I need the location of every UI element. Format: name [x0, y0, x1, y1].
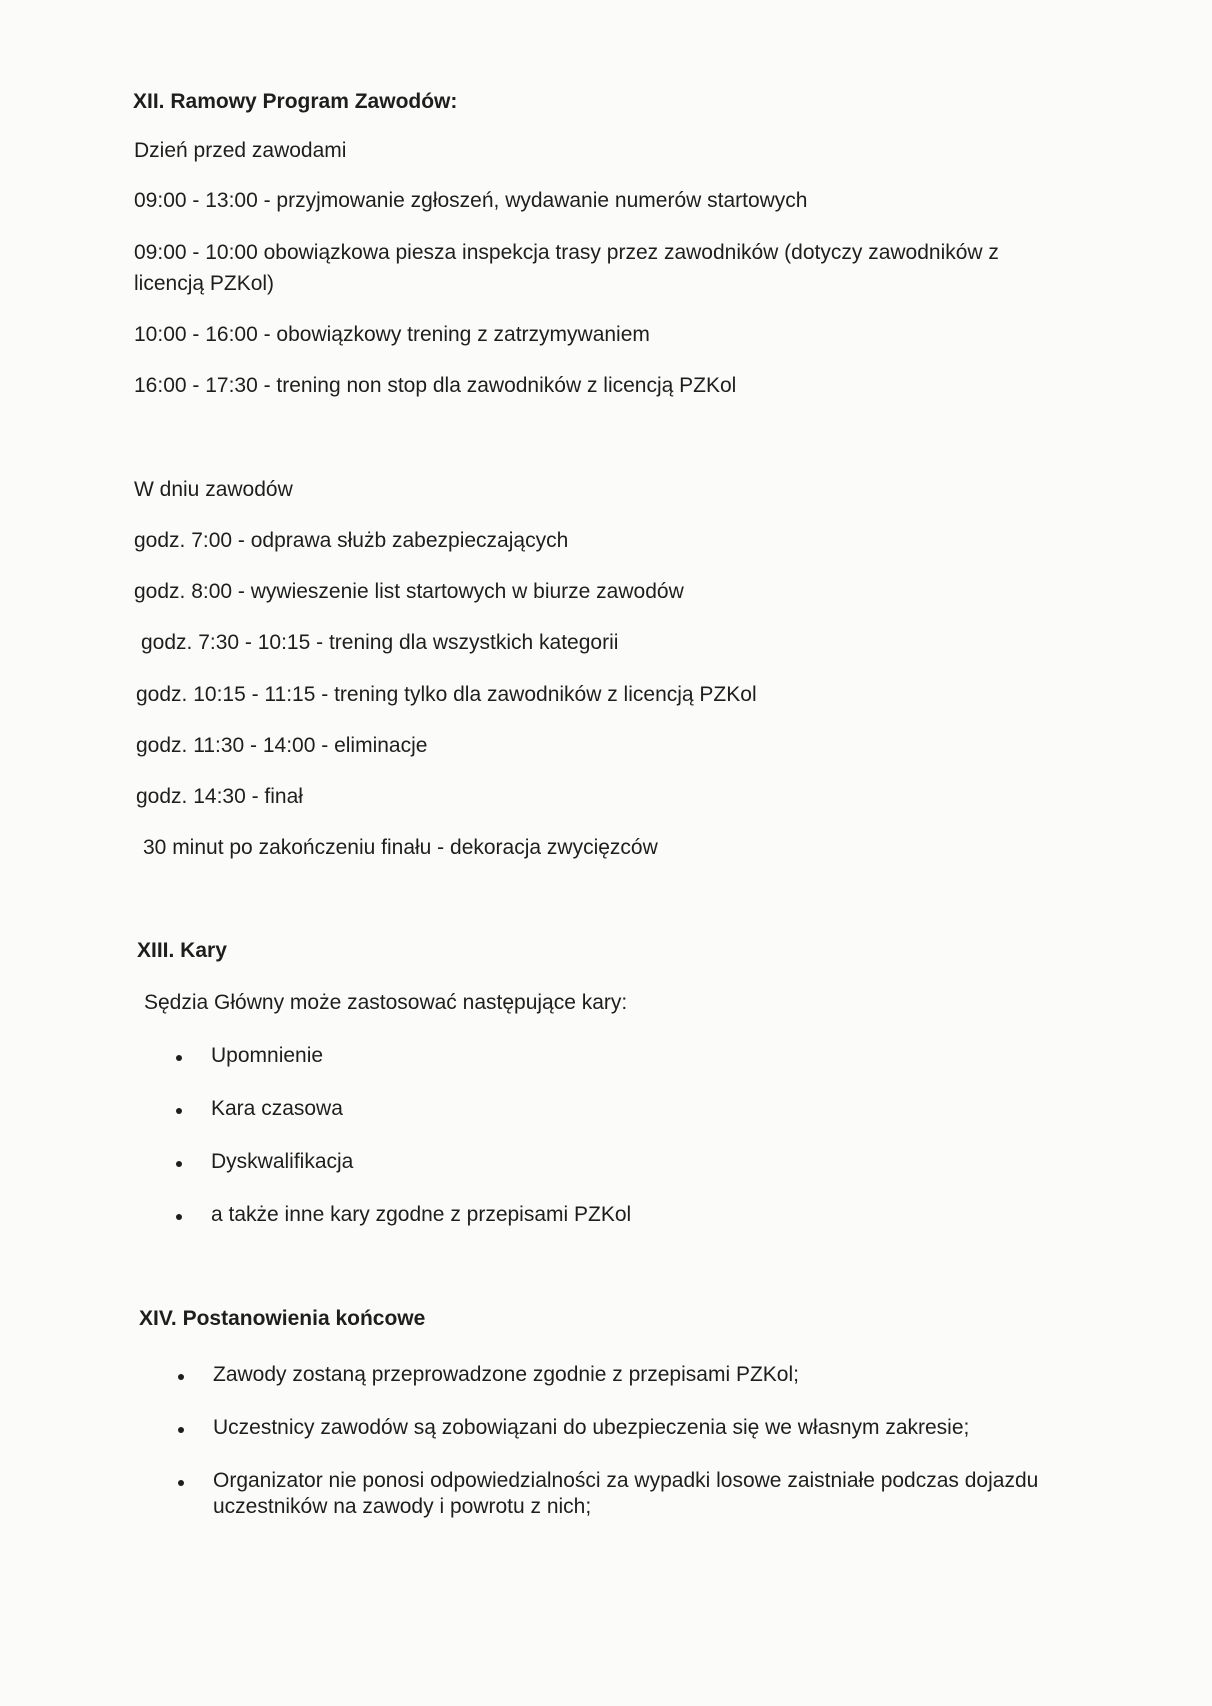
bullet-point: [178, 1374, 184, 1380]
schedule-item: godz. 7:30 - 10:15 - trening dla wszystkich kategorii: [141, 631, 619, 654]
schedule-item: 09:00 - 13:00 - przyjmowanie zgłoszeń, wydawanie numerów startowych: [134, 189, 808, 212]
section-xii-heading: XII. Ramowy Program Zawodów:: [133, 90, 458, 113]
bullet-point: [176, 1214, 182, 1220]
penalty-item: a także inne kary zgodne z przepisami PZKol: [211, 1203, 632, 1226]
bullet-point: [178, 1480, 184, 1486]
penalty-item: Dyskwalifikacja: [211, 1150, 354, 1173]
penalty-item: Kara czasowa: [211, 1097, 343, 1120]
schedule-item: godz. 14:30 - finał: [136, 785, 303, 808]
section-xiii-heading: XIII. Kary: [137, 939, 227, 962]
schedule-item: 09:00 - 10:00 obowiązkowa piesza inspekcja trasy przez zawodników (dotyczy zawodników z: [134, 241, 999, 264]
schedule-item: godz. 11:30 - 14:00 - eliminacje: [136, 734, 428, 757]
schedule-item: godz. 8:00 - wywieszenie list startowych w biurze zawodów: [134, 580, 684, 603]
day-before-title: Dzień przed zawodami: [134, 139, 347, 162]
bullet-point: [176, 1055, 182, 1061]
section-xiv-heading: XIV. Postanowienia końcowe: [139, 1307, 426, 1330]
penalties-intro: Sędzia Główny może zastosować następujące kary:: [144, 991, 628, 1014]
schedule-item: 10:00 - 16:00 - obowiązkowy trening z zatrzymywaniem: [134, 323, 650, 346]
bullet-point: [178, 1427, 184, 1433]
bullet-point: [176, 1161, 182, 1167]
schedule-item: godz. 10:15 - 11:15 - trening tylko dla zawodników z licencją PZKol: [136, 683, 757, 706]
final-provision-item: Uczestnicy zawodów są zobowiązani do ubezpieczenia się we własnym zakresie;: [213, 1416, 970, 1439]
bullet-point: [176, 1108, 182, 1114]
schedule-item: 16:00 - 17:30 - trening non stop dla zawodników z licencją PZKol: [134, 374, 737, 397]
race-day-title: W dniu zawodów: [134, 478, 293, 501]
schedule-item: 30 minut po zakończeniu finału - dekoracja zwycięzców: [143, 836, 658, 859]
schedule-item: godz. 7:00 - odprawa służb zabezpieczających: [134, 529, 569, 552]
schedule-item-continuation: licencją PZKol): [134, 272, 275, 295]
final-provision-item: Zawody zostaną przeprowadzone zgodnie z przepisami PZKol;: [213, 1363, 799, 1386]
penalty-item: Upomnienie: [211, 1044, 324, 1067]
final-provision-item: Organizator nie ponosi odpowiedzialności za wypadki losowe zaistniałe podczas dojazdu uczestników na zawody i powrotu z nich;: [213, 1469, 1039, 1518]
